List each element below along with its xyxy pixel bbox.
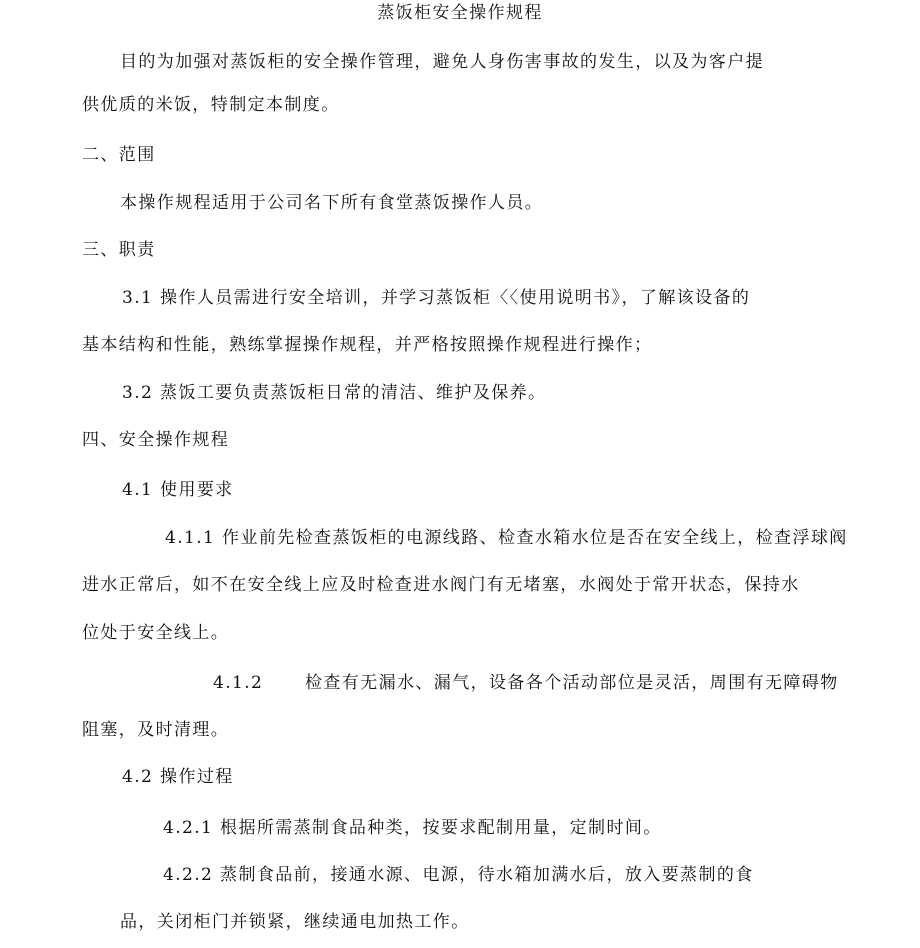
document-title: 蒸饭柜安全操作规程 <box>377 3 543 23</box>
duty-3-1-line-2: 基本结构和性能，熟练掌握操作规程，并严格按照操作规程进行操作； <box>82 335 653 355</box>
subheading-4-1: 4.1 使用要求 <box>122 480 234 500</box>
item-4-1-2-line-2: 阻塞，及时清理。 <box>82 720 230 740</box>
section-heading-scope: 二、范围 <box>82 145 156 165</box>
scope-text: 本操作规程适用于公司名下所有食堂蒸饭操作人员。 <box>120 193 544 213</box>
subheading-4-2: 4.2 操作过程 <box>122 767 234 787</box>
item-4-2-1: 4.2.1 根据所需蒸制食品种类，按要求配制用量，定制时间。 <box>163 818 662 838</box>
item-4-1-1-line-3: 位处于安全线上。 <box>82 623 230 643</box>
duty-3-2: 3.2 蒸饭工要负责蒸饭柜日常的清洁、维护及保养。 <box>122 383 547 403</box>
item-4-1-1-line-2: 进水正常后，如不在安全线上应及时检查进水阀门有无堵塞，水阀处于常开状态，保持水 <box>82 575 800 595</box>
item-4-1-2-line-1: 检查有无漏水、漏气，设备各个活动部位是灵活，周围有无障碍物 <box>305 673 839 693</box>
item-4-2-2-line-2: 品，关闭柜门并锁紧，继续通电加热工作。 <box>120 912 470 932</box>
item-4-2-2-line-1: 4.2.2 蒸制食品前，接通水源、电源，待水箱加满水后，放入要蒸制的食 <box>163 865 754 885</box>
section-heading-duties: 三、职责 <box>82 240 156 260</box>
purpose-line-2: 供优质的米饭，特制定本制度。 <box>82 95 340 115</box>
item-4-1-1-line-1: 4.1.1 作业前先检查蒸饭柜的电源线路、检查水箱水位是否在安全线上，检查浮球阀 <box>165 528 848 548</box>
item-4-1-2-number: 4.1.2 <box>213 673 264 693</box>
section-heading-safety: 四、安全操作规程 <box>82 430 230 450</box>
duty-3-1-line-1: 3.1 操作人员需进行安全培训，并学习蒸饭柜〈〈使用说明书》，了解该设备的 <box>122 288 751 308</box>
purpose-line-1: 目的为加强对蒸饭柜的安全操作管理，避免人身伤害事故的发生，以及为客户提 <box>120 52 764 72</box>
